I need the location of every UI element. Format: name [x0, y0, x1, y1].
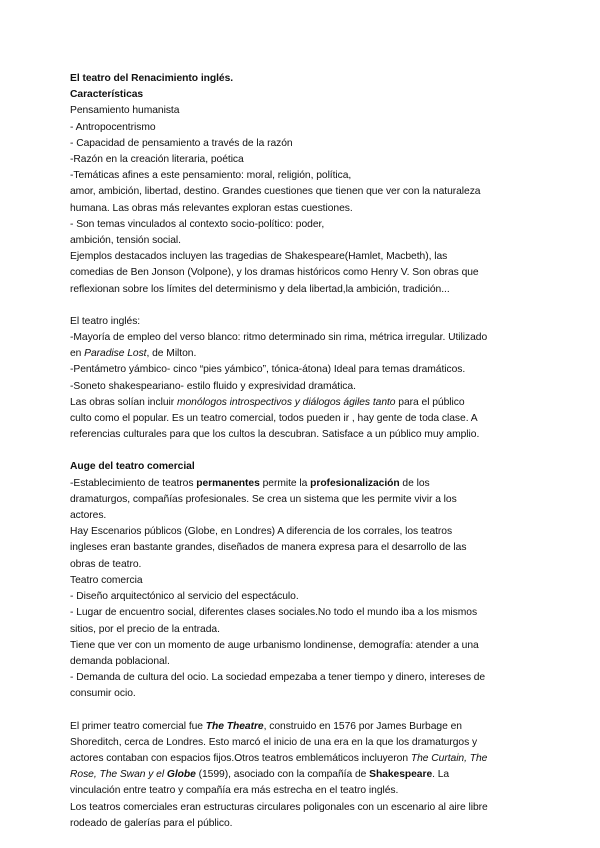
paragraph-line: Tiene que ver con un momento de auge urbanismo londinense, demografía: atender a una	[70, 639, 479, 651]
paragraph-line: Shoreditch, cerca de Londres. Esto marcó el inicio de una era en la que los dramaturgos y	[70, 736, 478, 748]
paragraph-line: Teatro comercia	[70, 574, 143, 586]
document-title: El teatro del Renacimiento inglés.	[70, 73, 234, 84]
paragraph-line: - Son temas vinculados al contexto socio-político: poder,	[70, 218, 325, 230]
paragraph-line: - Antropocentrismo	[70, 121, 156, 133]
paragraph-line: ambición, tensión social.	[70, 235, 181, 247]
paragraph-line: humana. Las obras más relevantes exploran estas cuestiones.	[70, 202, 353, 214]
paragraph-line: vinculación entre teatro y compañía era más estrecha en el teatro inglés.	[70, 785, 399, 797]
paragraph-line: - Diseño arquitectónico al servicio del espectáculo.	[70, 591, 299, 603]
paragraph-line: Pensamiento humanista	[70, 105, 180, 117]
paragraph-line: actores.	[70, 510, 107, 522]
paragraph-line: -Mayoría de empleo del verso blanco: ritmo determinado sin rima, métrica irregular. Utilizado	[70, 332, 488, 344]
paragraph-line: Las obras solían incluir monólogos introspectivos y diálogos ágiles tanto para el público	[70, 396, 465, 408]
paragraph-line: referencias culturales para que los cultos la descubran. Satisface a un público muy amplio.	[70, 429, 480, 441]
paragraph-line: dramaturgos, compañías profesionales. Se crea un sistema que les permite vivir a los	[70, 493, 457, 505]
section-heading-caracteristicas: Características	[70, 89, 144, 101]
section-heading-teatro-ingles: El teatro inglés:	[70, 315, 141, 327]
paragraph-line: demanda poblacional.	[70, 655, 170, 667]
paragraph-line: rodeado de galerías para el público.	[70, 817, 233, 829]
paragraph-line: en Paradise Lost, de Milton.	[70, 348, 197, 360]
paragraph-line: -Pentámetro yámbico- cinco “pies yámbico”, tónica-átona) Ideal para temas dramáticos.	[70, 364, 466, 376]
paragraph-line: - Demanda de cultura del ocio. La sociedad empezaba a tener tiempo y dinero, intereses de	[70, 672, 486, 684]
paragraph-line: consumir ocio.	[70, 688, 136, 700]
paragraph-line: ingleses eran bastante grandes, diseñados de manera expresa para el desarrollo de las	[70, 542, 467, 554]
paragraph-line: culto como el popular. Es un teatro comercial, todos pueden ir , hay gente de toda clase. A	[70, 413, 478, 425]
section-heading-auge: Auge del teatro comercial	[70, 461, 195, 473]
paragraph-line: obras de teatro.	[70, 558, 142, 570]
paragraph-line: reflexionan sobre los límites del determinismo y dela libertad,la ambición, tradición...	[70, 283, 450, 295]
paragraph-line: - Lugar de encuentro social, diferentes clases sociales.No todo el mundo iba a los mismos	[70, 607, 478, 619]
paragraph-line: -Razón en la creación literaria, poética	[70, 154, 244, 166]
paragraph-line: El primer teatro comercial fue The Theatre, construido en 1576 por James Burbage en	[70, 720, 462, 732]
paragraph-line: -Soneto shakespeariano- estilo fluido y expresividad dramática.	[70, 380, 356, 392]
paragraph-line: comedias de Ben Jonson (Volpone), y los dramas históricos como Henry V. Son obras que	[70, 267, 479, 279]
document-body	[70, 71, 538, 832]
paragraph-line: Ejemplos destacados incluyen las tragedias de Shakespeare(Hamlet, Macbeth), las	[70, 251, 448, 263]
paragraph-line: amor, ambición, libertad, destino. Grandes cuestiones que tienen que ver con la naturaleza	[70, 186, 481, 198]
paragraph-line: Hay Escenarios públicos (Globe, en Londres) A diferencia de los corrales, los teatros	[70, 526, 453, 538]
paragraph-line: -Temáticas afines a este pensamiento: moral, religión, política,	[70, 170, 352, 182]
paragraph-line: Rose, The Swan y el Globe (1599), asociado con la compañía de Shakespeare. La	[70, 769, 450, 781]
paragraph-line: Los teatros comerciales eran estructuras circulares poligonales con un escenario al aire libre	[70, 801, 488, 813]
paragraph-line: actores contaban con espacios fijos.Otros teatros emblemáticos incluyeron The Curtain, The	[70, 752, 488, 764]
paragraph-line: sitios, por el precio de la entrada.	[70, 623, 220, 635]
paragraph-line: -Establecimiento de teatros permanentes permite la profesionalización de los	[70, 477, 430, 489]
paragraph-line: - Capacidad de pensamiento a través de la razón	[70, 137, 293, 149]
